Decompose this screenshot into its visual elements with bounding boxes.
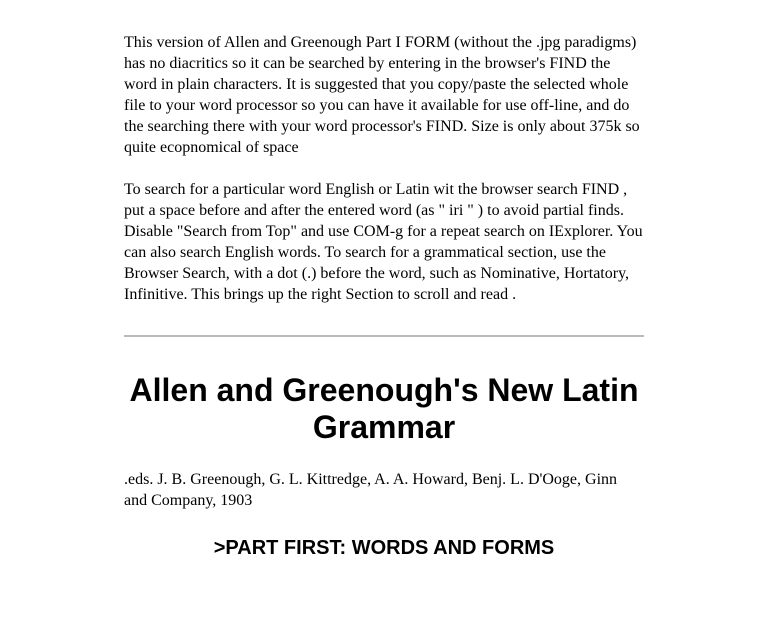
part-heading: >PART FIRST: WORDS AND FORMS bbox=[213, 537, 555, 559]
horizontal-divider bbox=[124, 335, 644, 337]
intro-paragraph-1: This version of Allen and Greenough Part I FORM (without the .jpg paradigms) has no diacritics so it can be searched by entering in the browser's FIND the word in plain characters. It is suggested that you copy/paste the selected whole file to your word processor so you can have it available for use off-line, and do the searching there with your word processor's FIND. Size is only about 375k so quite ecopnomical of space bbox=[124, 34, 640, 156]
document-content bbox=[124, 32, 644, 560]
intro-paragraph-2: To search for a particular word English or Latin wit the browser search FIND , put a space before and after the entered word (as " iri " ) to avoid partial finds. Disable "Search from Top" and use COM-g for a repeat search on IExplorer. You can also search English words. To search for a grammatical section, use the Browser Search, with a dot (.) before the word, such as Nominative, Hortatory, Infinitive. This brings up the right Section to scroll and read . bbox=[124, 181, 643, 303]
editors-credit: .eds. J. B. Greenough, G. L. Kittredge, A. A. Howard, Benj. L. D'Ooge, Ginn and Company, 1903 bbox=[124, 471, 618, 509]
document-title: Allen and Greenough's New Latin Grammar bbox=[129, 372, 639, 445]
